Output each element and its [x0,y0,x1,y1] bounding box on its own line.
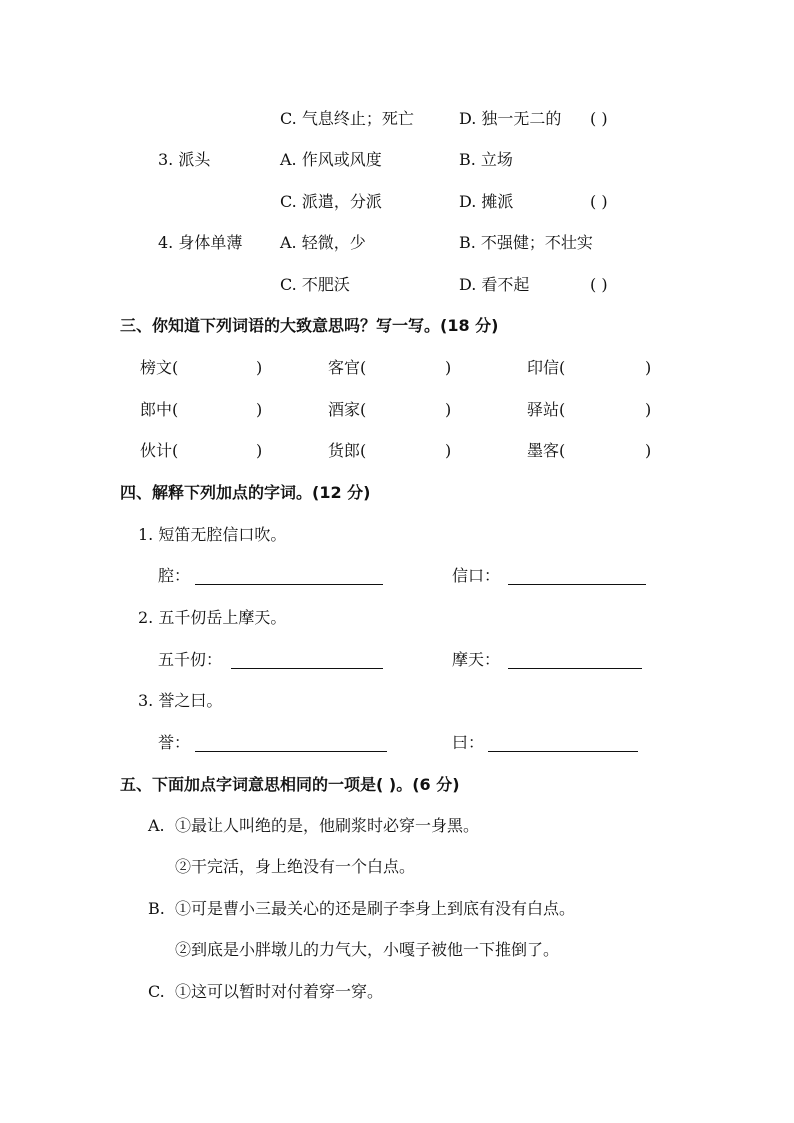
q3-answer-paren: ( ) [590,192,608,211]
option-b-sentence-1: ①可是曹小三最关心的还是刷子李身上到底有没有白点。 [175,899,576,918]
answer-line[interactable] [231,668,383,669]
part4-q3: 3. 誉之曰。 [138,691,223,710]
close-paren: ) [445,358,452,377]
close-paren: ) [645,441,652,460]
answer-line[interactable] [488,751,638,752]
q1-term-qiang: 腔： [158,566,191,585]
q4-answer-paren: ( ) [590,275,608,294]
part4-q1: 1. 短笛无腔信口吹。 [138,525,287,544]
q2-option-d: D. 独一无二的 [459,109,562,128]
word-langzhong: 郎中( [140,400,179,419]
answer-line[interactable] [508,668,642,669]
close-paren: ) [256,400,263,419]
close-paren: ) [256,441,263,460]
q1-term-xinkou: 信口： [452,566,501,585]
q2-answer-paren: ( ) [590,109,608,128]
answer-line[interactable] [508,584,646,585]
word-moke: 墨客( [527,441,566,460]
close-paren: ) [256,358,263,377]
q4-option-a: A. 轻微，少 [280,233,366,252]
close-paren: ) [445,441,452,460]
answer-line[interactable] [195,584,383,585]
word-bangwen: 榜文( [140,358,179,377]
q2-option-c: C. 气息终止；死亡 [280,109,414,128]
q3-label: 3. 派头 [158,150,211,169]
option-a-sentence-2: ②干完活，身上绝没有一个白点。 [175,857,416,876]
part4-q2: 2. 五千仞岳上摩天。 [138,608,287,627]
q2-term-wuqianren: 五千仞： [158,650,223,669]
q3-option-a: A. 作风或风度 [280,150,382,169]
word-huolang: 货郎( [328,441,367,460]
part4-heading: 四、解释下列加点的字词。(12 分) [120,483,371,502]
q4-label: 4. 身体单薄 [158,233,243,252]
option-c-sentence-1: ①这可以暂时对付着穿一穿。 [175,982,384,1001]
q3-term-yue: 曰： [452,733,485,752]
q3-term-yu: 誉： [158,733,191,752]
q3-option-d: D. 摊派 [459,192,514,211]
option-b-label: B. [148,899,165,918]
q4-option-c: C. 不肥沃 [280,275,350,294]
option-b-sentence-2: ②到底是小胖墩儿的力气大，小嘎子被他一下推倒了。 [175,940,560,959]
q4-option-d: D. 看不起 [459,275,530,294]
q2-term-motian: 摩天： [452,650,501,669]
word-keguan: 客官( [328,358,367,377]
word-jiujia: 酒家( [328,400,367,419]
q3-option-b: B. 立场 [459,150,513,169]
q3-option-c: C. 派遣，分派 [280,192,382,211]
part5-heading: 五、下面加点字词意思相同的一项是( )。(6 分) [120,775,460,794]
close-paren: ) [445,400,452,419]
part3-heading: 三、你知道下列词语的大致意思吗？写一写。(18 分) [120,316,499,335]
word-yizhan: 驿站( [527,400,566,419]
option-a-sentence-1: ①最让人叫绝的是，他刷浆时必穿一身黑。 [175,816,480,835]
word-yinxin: 印信( [527,358,566,377]
word-huoji: 伙计( [140,441,179,460]
close-paren: ) [645,400,652,419]
q4-option-b: B. 不强健；不壮实 [459,233,593,252]
option-c-label: C. [148,982,165,1001]
close-paren: ) [645,358,652,377]
answer-line[interactable] [195,751,387,752]
option-a-label: A. [148,816,165,835]
